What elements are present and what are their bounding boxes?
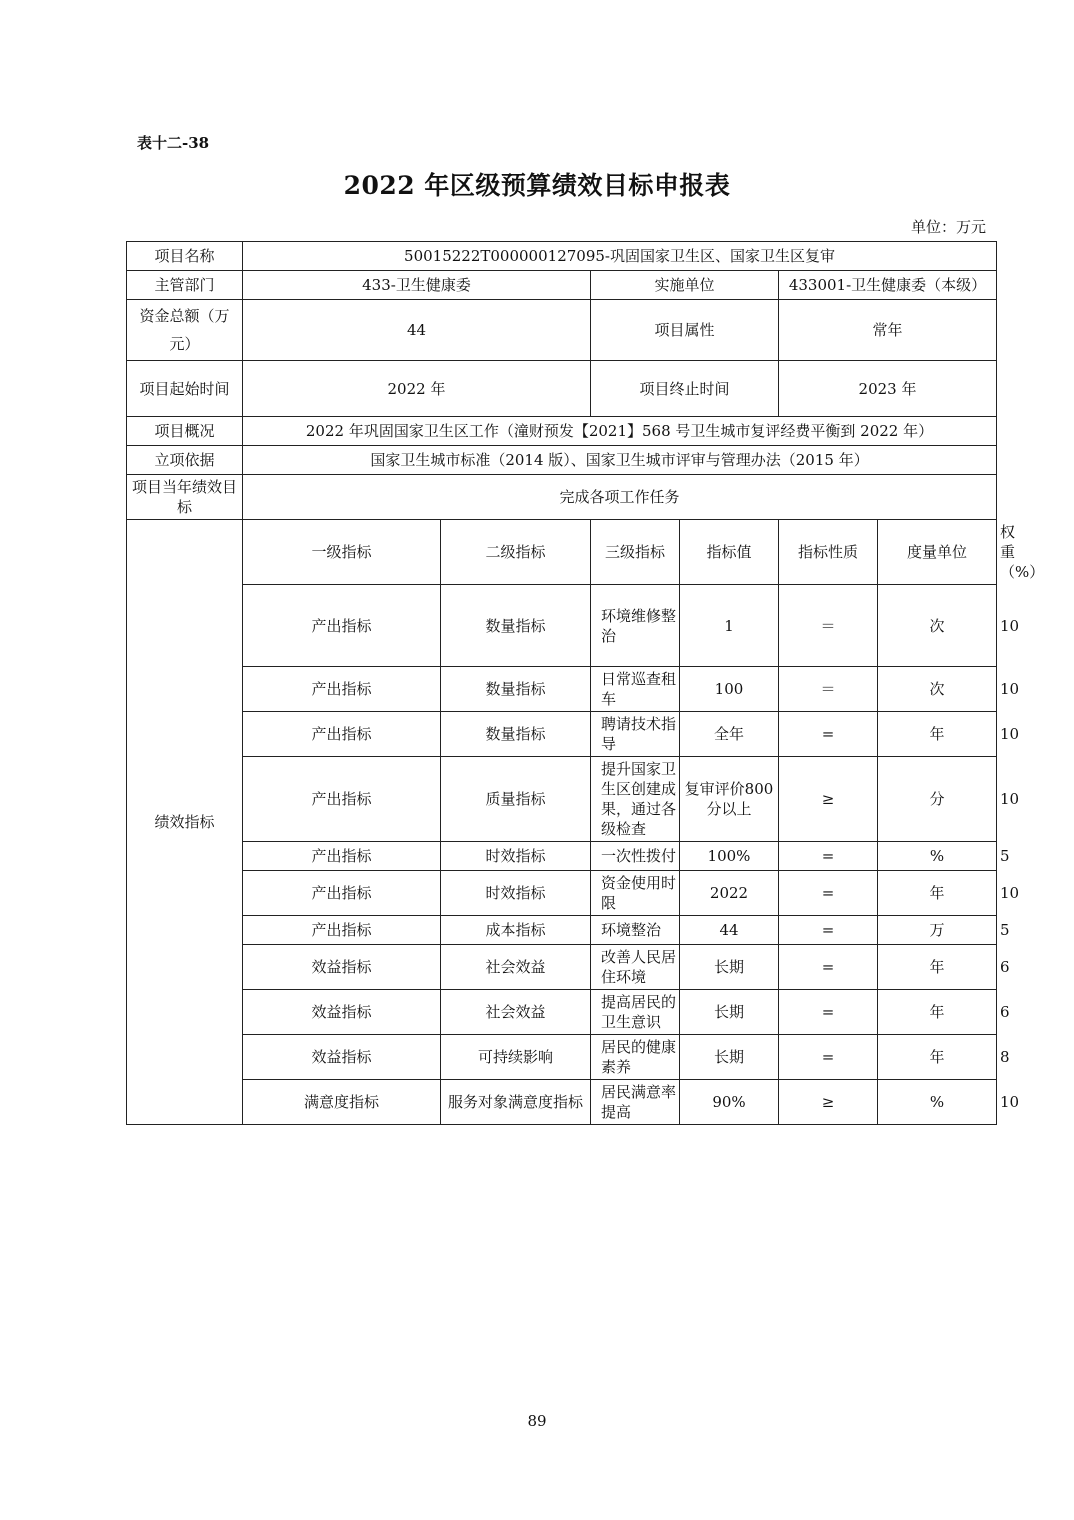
indicator-cell-unit: 年 <box>878 871 997 916</box>
indicator-cell-value: 1 <box>680 585 779 667</box>
row-goal <box>127 475 997 520</box>
start-time-label: 项目起始时间 <box>127 361 243 417</box>
indicator-cell-unit: 年 <box>878 990 997 1035</box>
overview-value: 2022 年巩固国家卫生区工作（潼财预发【2021】568 号卫生城市复评经费平衡到 2022 年） <box>243 417 997 446</box>
indicator-cell-level2: 质量指标 <box>441 757 591 842</box>
fund-total-value: 44 <box>243 300 591 361</box>
indicator-cell-level1: 效益指标 <box>243 945 441 990</box>
indicator-row: 效益指标 社会效益 提高居民的卫生意识 长期 = 年 6 <box>127 990 997 1035</box>
indicator-cell-value: 复审评价800 分以上 <box>680 757 779 842</box>
indicator-cell-level2: 时效指标 <box>441 871 591 916</box>
indicator-cell-value: 100 <box>680 667 779 712</box>
indicator-row: 产出指标 质量指标 提升国家卫生区创建成果，通过各级检查 复审评价800 分以上 ≥ 分 10 <box>127 757 997 842</box>
indicator-cell-nature: = <box>779 990 878 1035</box>
project-name-label: 项目名称 <box>127 242 243 271</box>
budget-performance-table <box>126 241 1045 1125</box>
indicator-header-level2: 二级指标 <box>441 520 591 585</box>
indicator-cell-level1: 产出指标 <box>243 757 441 842</box>
overview-label: 项目概况 <box>127 417 243 446</box>
indicator-row: 产出指标 时效指标 一次性拨付 100% = % 5 <box>127 842 997 871</box>
indicator-cell-nature: ≥ <box>779 757 878 842</box>
indicator-cell-value: 90% <box>680 1080 779 1125</box>
indicator-cell-level1: 满意度指标 <box>243 1080 441 1125</box>
indicator-cell-level2: 可持续影响 <box>441 1035 591 1080</box>
department-label: 主管部门 <box>127 271 243 300</box>
indicator-cell-unit: 分 <box>878 757 997 842</box>
indicator-cell-nature: = <box>779 871 878 916</box>
indicator-cell-level1: 产出指标 <box>243 871 441 916</box>
indicator-cell-level1: 产出指标 <box>243 842 441 871</box>
indicator-row: 产出指标 数量指标 聘请技术指导 全年 = 年 10 <box>127 712 997 757</box>
indicator-cell-level2: 服务对象满意度指标 <box>441 1080 591 1125</box>
indicator-cell-nature: = <box>779 842 878 871</box>
department-value: 433-卫生健康委 <box>243 271 591 300</box>
indicator-header-level1: 一级指标 <box>243 520 441 585</box>
indicator-cell-unit: 年 <box>878 712 997 757</box>
goal-label: 项目当年绩效目标 <box>127 475 243 520</box>
indicator-cell-level2: 时效指标 <box>441 842 591 871</box>
indicator-row: 产出指标 时效指标 资金使用时限 2022 = 年 10 <box>127 871 997 916</box>
indicator-cell-nature: = <box>779 916 878 945</box>
indicator-cell-level3: 日常巡查租车 <box>591 667 680 712</box>
indicator-cell-level3: 聘请技术指导 <box>591 712 680 757</box>
indicator-cell-level2: 成本指标 <box>441 916 591 945</box>
indicator-cell-unit: % <box>878 842 997 871</box>
indicator-cell-value: 长期 <box>680 1035 779 1080</box>
indicator-cell-unit: 万 <box>878 916 997 945</box>
indicator-cell-level3: 环境整治 <box>591 916 680 945</box>
indicator-header-nature: 指标性质 <box>779 520 878 585</box>
indicator-cell-level1: 产出指标 <box>243 916 441 945</box>
indicator-cell-unit: % <box>878 1080 997 1125</box>
row-basis <box>127 446 997 475</box>
indicator-cell-level1: 效益指标 <box>243 990 441 1035</box>
project-attribute-value: 常年 <box>779 300 997 361</box>
indicator-cell-level3: 提高居民的卫生意识 <box>591 990 680 1035</box>
indicator-cell-level1: 产出指标 <box>243 667 441 712</box>
row-project-name <box>127 242 997 271</box>
indicator-cell-level2: 社会效益 <box>441 945 591 990</box>
project-name-value: 50015222T000000127095-巩固国家卫生区、国家卫生区复审 <box>243 242 997 271</box>
indicator-cell-level2: 数量指标 <box>441 585 591 667</box>
indicator-cell-value: 100% <box>680 842 779 871</box>
indicator-cell-level3: 居民的健康素养 <box>591 1035 680 1080</box>
indicator-cell-unit: 年 <box>878 945 997 990</box>
indicator-cell-nature: = <box>779 945 878 990</box>
indicator-row: 产出指标 数量指标 日常巡查租车 100 ＝ 次 10 <box>127 667 997 712</box>
indicator-header-value: 指标值 <box>680 520 779 585</box>
project-attribute-label: 项目属性 <box>591 300 779 361</box>
indicator-cell-unit: 次 <box>878 585 997 667</box>
indicator-cell-level2: 社会效益 <box>441 990 591 1035</box>
indicator-cell-value: 长期 <box>680 945 779 990</box>
indicator-cell-nature: ＝ <box>779 585 878 667</box>
end-time-value: 2023 年 <box>779 361 997 417</box>
indicator-cell-value: 44 <box>680 916 779 945</box>
indicator-row: 产出指标 成本指标 环境整治 44 = 万 5 <box>127 916 997 945</box>
indicator-cell-level2: 数量指标 <box>441 667 591 712</box>
indicator-cell-level2: 数量指标 <box>441 712 591 757</box>
indicator-cell-nature: ≥ <box>779 1080 878 1125</box>
page-number: 89 <box>527 1412 547 1430</box>
indicator-cell-level1: 效益指标 <box>243 1035 441 1080</box>
indicator-cell-level3: 一次性拨付 <box>591 842 680 871</box>
indicator-cell-nature: = <box>779 1035 878 1080</box>
indicator-cell-nature: ＝ <box>779 667 878 712</box>
row-indicator-header: 绩效指标 一级指标 二级指标 三级指标 指标值 指标性质 度量单位 权重（%） <box>127 520 997 585</box>
implementing-unit-value: 433001-卫生健康委（本级） <box>779 271 997 300</box>
indicator-row: 产出指标 数量指标 环境维修整治 1 ＝ 次 10 <box>127 585 997 667</box>
indicator-cell-value: 2022 <box>680 871 779 916</box>
table-number: 表十二-38 <box>137 134 210 152</box>
indicator-header-level3: 三级指标 <box>591 520 680 585</box>
indicator-header-unit: 度量单位 <box>878 520 997 585</box>
row-period <box>127 361 997 417</box>
indicator-row: 效益指标 可持续影响 居民的健康素养 长期 = 年 8 <box>127 1035 997 1080</box>
unit-label: 单位：万元 <box>910 218 986 236</box>
row-overview <box>127 417 997 446</box>
basis-value: 国家卫生城市标准（2014 版）、国家卫生城市评审与管理办法（2015 年） <box>243 446 997 475</box>
indicator-cell-nature: = <box>779 712 878 757</box>
row-fund <box>127 300 997 361</box>
indicator-cell-unit: 次 <box>878 667 997 712</box>
indicator-cell-level3: 提升国家卫生区创建成果，通过各级检查 <box>591 757 680 842</box>
indicator-cell-level1: 产出指标 <box>243 712 441 757</box>
indicator-cell-level3: 资金使用时限 <box>591 871 680 916</box>
implementing-unit-label: 实施单位 <box>591 271 779 300</box>
fund-total-label: 资金总额（万元） <box>127 300 243 361</box>
indicator-row: 满意度指标 服务对象满意度指标 居民满意率提高 90% ≥ % 10 <box>127 1080 997 1125</box>
indicator-cell-value: 长期 <box>680 990 779 1035</box>
indicator-cell-level1: 产出指标 <box>243 585 441 667</box>
start-time-value: 2022 年 <box>243 361 591 417</box>
row-department <box>127 271 997 300</box>
indicator-cell-value: 全年 <box>680 712 779 757</box>
goal-value: 完成各项工作任务 <box>243 475 997 520</box>
indicator-cell-level3: 改善人民居住环境 <box>591 945 680 990</box>
indicator-cell-level3: 环境维修整治 <box>591 585 680 667</box>
indicator-cell-unit: 年 <box>878 1035 997 1080</box>
indicator-cell-level3: 居民满意率提高 <box>591 1080 680 1125</box>
basis-label: 立项依据 <box>127 446 243 475</box>
document-title: 2022 年区级预算绩效目标申报表 <box>343 171 731 200</box>
end-time-label: 项目终止时间 <box>591 361 779 417</box>
indicators-section-label: 绩效指标 <box>127 520 243 1125</box>
indicator-row: 效益指标 社会效益 改善人民居住环境 长期 = 年 6 <box>127 945 997 990</box>
